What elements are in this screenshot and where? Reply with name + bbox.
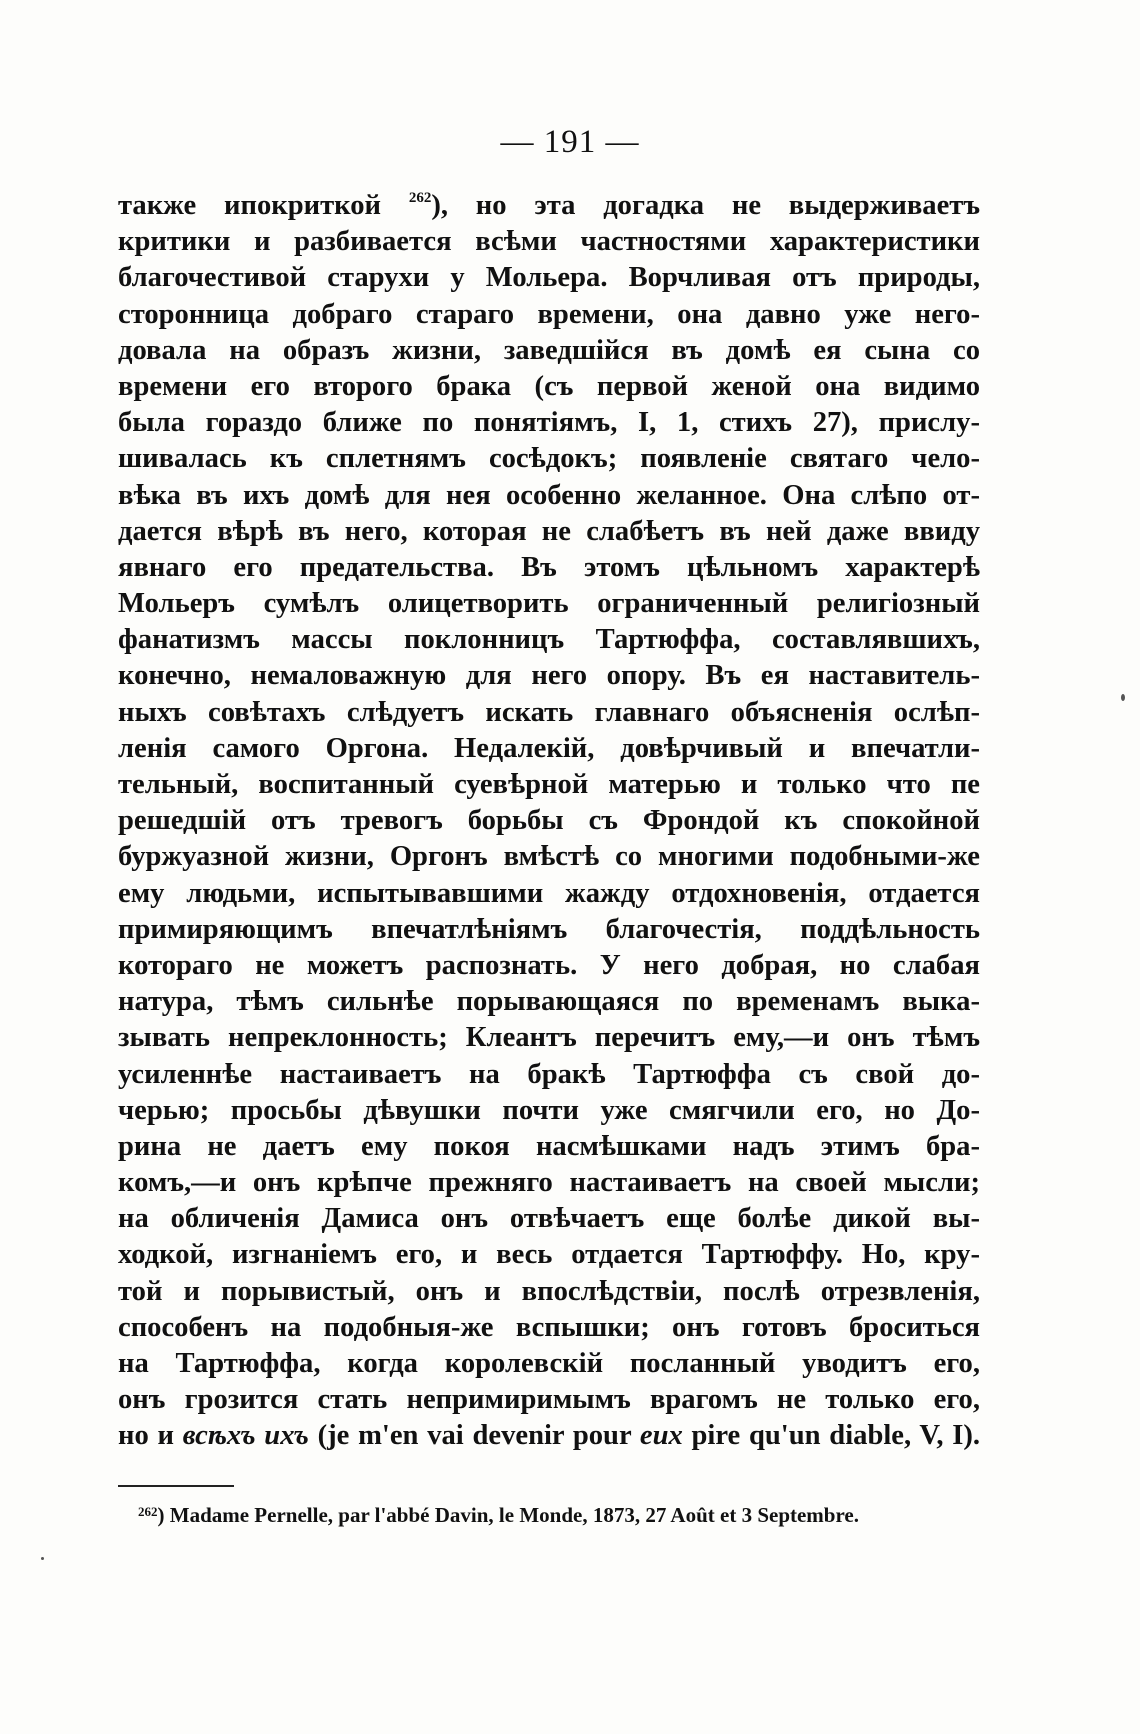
text-line — [118, 369, 980, 405]
text-line — [118, 948, 980, 984]
text-line — [118, 224, 980, 260]
text-line — [118, 188, 980, 224]
text-line — [118, 441, 980, 477]
text-line-content: рина не даетъ ему покоя насмѣшками надъ этимъ бра- — [118, 1130, 980, 1162]
text-line-content: буржуазной жизни, Оргонъ вмѣстѣ со многими подобными-же — [118, 841, 980, 873]
text-line-content: решедшій отъ тревогъ борьбы съ Фрондой къ спокойной — [118, 805, 980, 837]
footnote-reference: 262 — [408, 190, 432, 206]
text-line-content: зывать непреклонность; Клеантъ перечитъ ему,—и онъ тѣмъ — [118, 1022, 980, 1054]
text-line — [118, 839, 980, 875]
text-line-content: усиленнѣе настаиваетъ на бракѣ Тартюффа съ свой до- — [118, 1058, 980, 1090]
footnote — [138, 1502, 980, 1528]
text-line-content: Мольеръ сумѣлъ олицетворить ограниченный религіозный — [118, 588, 980, 620]
text-line-content: комъ,—и онъ крѣпче прежняго настаиваетъ на своей мысли; — [118, 1167, 980, 1199]
text-line — [118, 912, 980, 948]
text-line — [118, 1418, 980, 1454]
text-line — [118, 478, 980, 514]
footnote-text: ) Madame Pernelle, par l'abbé Davin, le Monde, 1873, 27 Août et 3 Septembre. — [157, 1503, 859, 1527]
text-line — [118, 695, 980, 731]
text-line-content: конечно, немаловажную для него опору. Въ ея наставитель- — [118, 660, 980, 692]
text-line — [118, 333, 980, 369]
text-line-content: той и порывистый, онъ и впослѣдствіи, послѣ отрезвленія, — [118, 1275, 980, 1307]
text-line-content: вѣка въ ихъ домѣ для нея особенно желанное. Она слѣпо от- — [118, 479, 980, 511]
margin-speck — [1121, 694, 1125, 701]
text-line-content: на обличенія Дамиса онъ отвѣчаетъ еще болѣе дикой вы- — [118, 1203, 980, 1235]
text-line — [118, 1310, 980, 1346]
text-line — [118, 405, 980, 441]
emphasis: всѣхъ ихъ — [182, 1420, 309, 1452]
text-line — [118, 731, 980, 767]
text-line-content: но и всѣхъ ихъ (je m'en vai devenir pour eux pire qu'un diable, V, I). — [118, 1420, 981, 1452]
text-line — [118, 586, 980, 622]
text-line-content: также ипокриткой — [118, 190, 409, 221]
text-line — [118, 658, 980, 694]
text-line-content: примиряющимъ впечатлѣніямъ благочестія, поддѣльность — [118, 913, 980, 945]
text-line-content: способенъ на подобныя-же вспышки; онъ готовъ броситься — [118, 1311, 980, 1343]
text-line-content: онъ грозится стать непримиримымъ врагомъ не только его, — [118, 1384, 980, 1416]
text-line — [118, 1020, 980, 1056]
text-line — [118, 1093, 980, 1129]
text-line-content: ныхъ совѣтахъ слѣдуетъ искать главнаго объясненія ослѣп- — [118, 696, 980, 728]
text-line-content: была гораздо ближе по понятіямъ, I, 1, стихъ 27), прислу- — [118, 407, 980, 439]
text-line-content: натура, тѣмъ сильнѣе порывающаяся по временамъ выка- — [118, 986, 980, 1018]
text-line-content: ленія самого Оргона. Недалекій, довѣрчивый и впечатли- — [118, 732, 980, 764]
text-line-content: ), но эта догадка не выдерживаетъ — [431, 190, 980, 221]
text-line-content: черью; просьбы дѣвушки почти уже смягчили его, но До- — [118, 1094, 980, 1126]
text-line — [118, 260, 980, 296]
text-line-content: фанатизмъ массы поклонницъ Тартюффа, составлявшихъ, — [118, 624, 980, 656]
text-line — [118, 1237, 980, 1273]
text-line-content: тельный, воспитанный суевѣрной матерью и только что пе — [118, 769, 980, 800]
text-line-content: благочестивой старухи у Мольера. Ворчливая отъ природы, — [118, 262, 980, 294]
text-line — [118, 297, 980, 333]
text-line — [118, 1165, 980, 1201]
text-line-content: ему людьми, испытывавшими жажду отдохновенія, отдается — [118, 877, 980, 909]
text-line — [118, 984, 980, 1020]
text-line-content: ходкой, изгнаніемъ его, и весь отдается Тартюффу. Но, кру- — [118, 1239, 980, 1271]
text-line — [118, 876, 980, 912]
text-line-content: дается вѣрѣ въ него, которая не слабѣетъ въ ней даже ввиду — [118, 515, 980, 547]
text-line-content: явнаго его предательства. Въ этомъ цѣльномъ характерѣ — [118, 551, 980, 583]
margin-speck — [41, 1557, 44, 1560]
text-line — [118, 1129, 980, 1165]
text-line-content: шивалась къ сплетнямъ сосѣдокъ; появленіе святаго чело- — [118, 443, 980, 475]
text-line — [118, 1382, 980, 1418]
text-line — [118, 1201, 980, 1237]
body-text — [118, 188, 980, 1455]
text-line — [118, 1057, 980, 1093]
text-line — [118, 550, 980, 586]
text-line — [118, 803, 980, 839]
text-line — [118, 1346, 980, 1382]
text-line — [118, 622, 980, 658]
text-line-content: на Тартюффа, когда королевскій посланный уводитъ его, — [118, 1348, 980, 1379]
text-line — [118, 1274, 980, 1310]
footnote-mark: 262 — [138, 1504, 158, 1519]
text-line — [118, 514, 980, 550]
footnote-divider — [118, 1485, 234, 1487]
text-line-content: сторонница добраго стараго времени, она давно уже него- — [118, 298, 980, 330]
text-line — [118, 767, 980, 803]
text-line-content: котораго не можетъ распознать. У него добрая, но слабая — [118, 949, 980, 981]
text-line-content: критики и разбивается всѣми частностями характеристики — [118, 226, 980, 258]
emphasis: eux — [639, 1420, 683, 1452]
text-line-content: довала на образъ жизни, заведшійся въ домѣ ея сына со — [118, 334, 980, 366]
page-number: — 191 — — [500, 124, 640, 160]
text-line-content: времени его второго брака (съ первой женой она видимо — [118, 370, 980, 402]
